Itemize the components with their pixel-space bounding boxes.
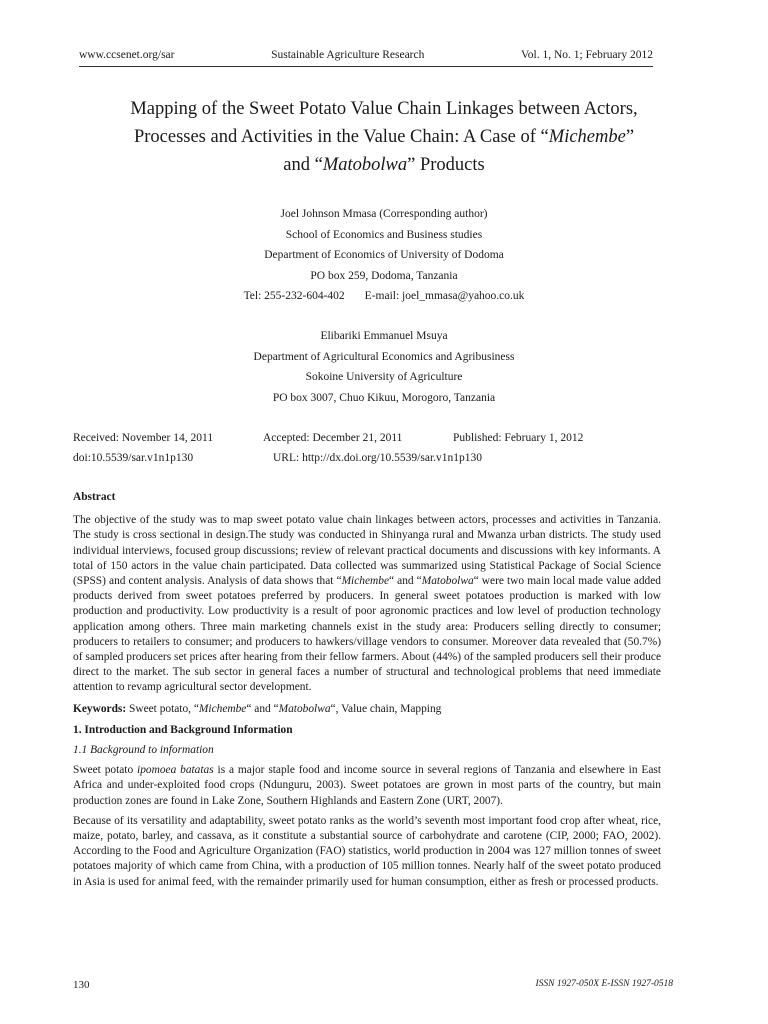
header-divider (79, 66, 653, 67)
abstract-body: The objective of the study was to map sweet potato value chain linkages between actors, processes and activities in Tanzania. The study is cross sectional in design.The study was conducted in Shinyanga rural and Mwanza urban districts. The study used individual interviews, focused group discussions; review of relevant practical documents and discussions with key informants. A total of 150 actors in the value chain participated. Data collected was summarized using Statistical Package of Social Science (SPSS) and content analysis. Analysis of data shows that “Michembe“ and “Matobolwa“ were two main local made value added products derived from sweet potatoes preferred by producers. In general sweet potatoes production is marked with low production and productivity. Low productivity is a result of poor agronomic practices and low level of production technology application among others. Three main marketing channels exist in the study area: Producers selling directly to consumer; producers to retailers to consumer; and producers to hawkers/village vendors to consumer. Moreover data revealed that (50.7%) of sampled producers set prices after hearing from their fellow farmers. About (44%) of the sampled producers sell their produce direct to the market. The sub sector in general faces a number of structural and technological problems that need immediate attention to revamp agricultural sector development. (73, 514, 661, 694)
abstract-heading: Abstract (73, 491, 116, 503)
received-date: Received: November 14, 2011 (73, 432, 214, 444)
volume-info: Vol. 1, No. 1; February 2012 (520, 49, 653, 61)
author-1-address: PO box 259, Dodoma, Tanzania (310, 269, 458, 282)
doi[interactable]: doi:10.5539/sar.v1n1p130 (73, 452, 194, 464)
author-2-dept: Department of Agricultural Economics and Agribusiness (253, 350, 515, 363)
abstract-section (73, 490, 661, 890)
subsection-heading: 1.1 Background to information (73, 744, 214, 757)
publication-dates (73, 428, 693, 468)
author-1-block (79, 204, 689, 307)
author-2-address: PO box 3007, Chuo Kikuu, Morogoro, Tanzania (272, 391, 496, 404)
journal-url[interactable]: www.ccsenet.org/sar (79, 49, 175, 61)
paper-title: Mapping of the Sweet Potato Value Chain Linkages between Actors, Processes and Activities in the Value Chain: A Case of “Michembe” and “Matobolwa” Products (130, 99, 638, 175)
journal-name: Sustainable Agriculture Research (271, 49, 425, 61)
section-heading: 1. Introduction and Background Information (73, 723, 293, 736)
author-1-email[interactable]: E-mail: joel_mmasa@yahoo.co.uk (364, 290, 525, 302)
doi-url[interactable]: URL: http://dx.doi.org/10.5539/sar.v1n1p130 (273, 452, 483, 464)
page-footer (73, 979, 673, 991)
author-2-name: Elibariki Emmanuel Msuya (320, 330, 448, 342)
intro-paragraph-1: Sweet potato ipomoea batatas is a major staple food and income source in several regions of Tanzania and elsewhere in East Africa and under-exploited food crops (Ndunguru, 2003). Sweet potatoes are grown in most parts of the country, but main production zones are found in Lake Zone, Southern Highlands and Eastern Zone (URT, 2007). (73, 764, 661, 807)
issn: ISSN 1927-050X E-ISSN 1927-0518 (535, 979, 673, 989)
published-date: Published: February 1, 2012 (453, 432, 584, 444)
keywords: Keywords: Sweet potato, “Michembe“ and “Matobolwa“, Value chain, Mapping (73, 702, 442, 715)
author-1-dept: Department of Economics of University of Dodoma (264, 249, 504, 261)
author-1-name: Joel Johnson Mmasa (Corresponding author) (280, 208, 488, 220)
author-1-school: School of Economics and Business studies (285, 228, 483, 241)
author-1-contact (79, 286, 689, 307)
running-header (79, 49, 653, 61)
accepted-date: Accepted: December 21, 2011 (263, 432, 403, 444)
intro-paragraph-2: Because of its versatility and adaptability, sweet potato ranks as the world’s seventh most important food crop after wheat, rice, maize, potato, barley, and cassava, as it constitute a substantial source of carbohydrate and carotene (CIP, 2000; FAO, 2002). According to the Food and Agriculture Organization (FAO) statistics, world production in 2004 was 127 million tonnes of sweet potatoes majority of which came from China, with a production of 105 million tonnes. Nearly half of the sweet potato produced in Asia is used for animal feed, with the remainder primarily used for human consumption, either as fresh or processed products. (73, 814, 661, 888)
author-2-university: Sokoine University of Agriculture (305, 371, 463, 383)
author-1-tel: Tel: 255-232-604-402 (243, 290, 345, 302)
author-2-block (79, 326, 689, 408)
page-number: 130 (73, 979, 90, 991)
